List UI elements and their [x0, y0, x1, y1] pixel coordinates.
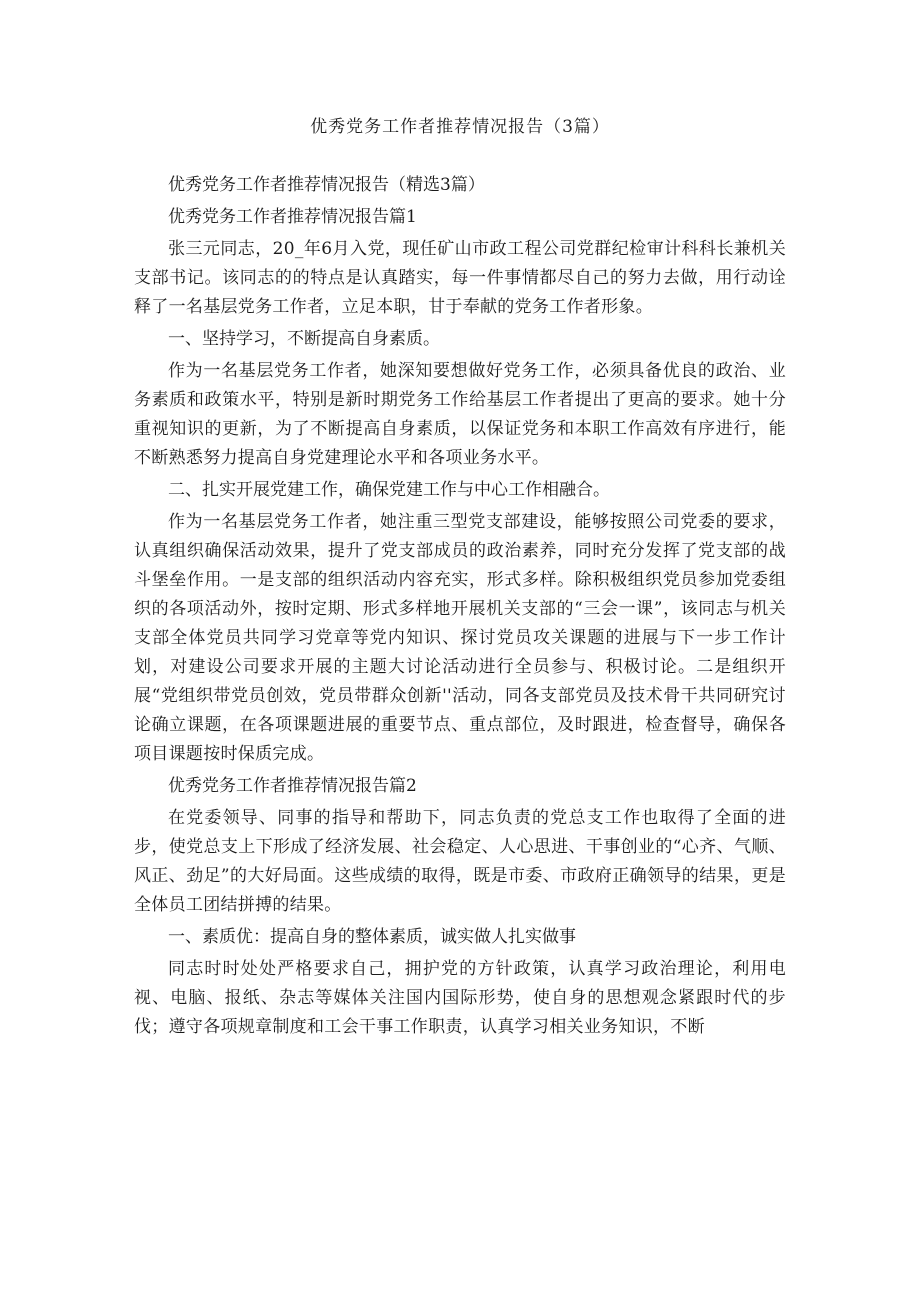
section-heading: 一、坚持学习，不断提高自身素质。 [168, 329, 440, 349]
body-paragraph: 在党委领导、同事的指导和帮助下，同志负责的党总支工作也取得了全面的进步，使党总支上下形成了经济发展、社会稳定、人心思进、干事创业的“心齐、气顺、风正、劲足”的大好局面。这些成绩的取得，既是市委、市政府正确领导的结果，更是全体员工团结拼搏的结果。 [134, 808, 786, 915]
body-paragraph: 作为一名基层党务工作者，她深知要想做好党务工作，必须具备优良的政治、业务素质和政策水平，特别是新时期党务工作给基层工作者提出了更高的要求。她十分重视知识的更新，为了不断提高自身素质，以保证党务和本职工作高效有序进行，能不断熟悉努力提高自身党建理论水平和各项业务水平。 [134, 361, 786, 468]
body-paragraph: 同志时时处处严格要求自己，拥护党的方针政策，认真学习政治理论，利用电视、电脑、报纸、杂志等媒体关注国内国际形势，使自身的思想观念紧跟时代的步伐；遵守各项规章制度和工会干事工作职责，认真学习相关业务知识，不断 [134, 959, 786, 1037]
body-paragraph: 作为一名基层党务工作者，她注重三型党支部建设，能够按照公司党委的要求，认真组织确保活动效果，提升了党支部成员的政治素养，同时充分发挥了党支部的战斗堡垒作用。一是支部的组织活动内容充实，形式多样。除积极组织党员参加党委组织的各项活动外，按时定期、形式多样地开展机关支部的“三会一课”，该同志与机关支部全体党员共同学习党章等党内知识、探讨党员攻关课题的进展与下一步工作计划，对建设公司要求开展的主题大讨论活动进行全员参与、积极讨论。二是组织开展“党组织带党员创效，党员带群众创新''活动，同各支部党员及技术骨干共同研究讨论确立课题，在各项课题进展的重要节点、重点部位，及时跟进，检查督导，确保各项目课题按时保质完成。 [134, 512, 786, 764]
document-page [134, 112, 786, 1045]
section-heading: 优秀党务工作者推荐情况报告篇1 [168, 207, 417, 227]
section-heading: 二、扎实开展党建工作，确保党建工作与中心工作相融合。 [168, 480, 610, 500]
body-paragraph: 张三元同志，20_年6月入党，现任矿山市政工程公司党群纪检审计科科长兼机关支部书记。该同志的的特点是认真踏实，每一件事情都尽自己的努力去做，用行动诠释了一名基层党务工作者，立足本职，甘于奉献的党务工作者形象。 [134, 239, 786, 317]
section-heading: 优秀党务工作者推荐情况报告（精选3篇） [168, 175, 485, 195]
section-heading: 一、素质优：提高自身的整体素质，诚实做人扎实做事 [168, 927, 576, 947]
section-heading: 优秀党务工作者推荐情况报告篇2 [168, 776, 417, 796]
document-body [134, 171, 786, 1042]
document-title: 优秀党务工作者推荐情况报告（3篇） [310, 117, 610, 137]
